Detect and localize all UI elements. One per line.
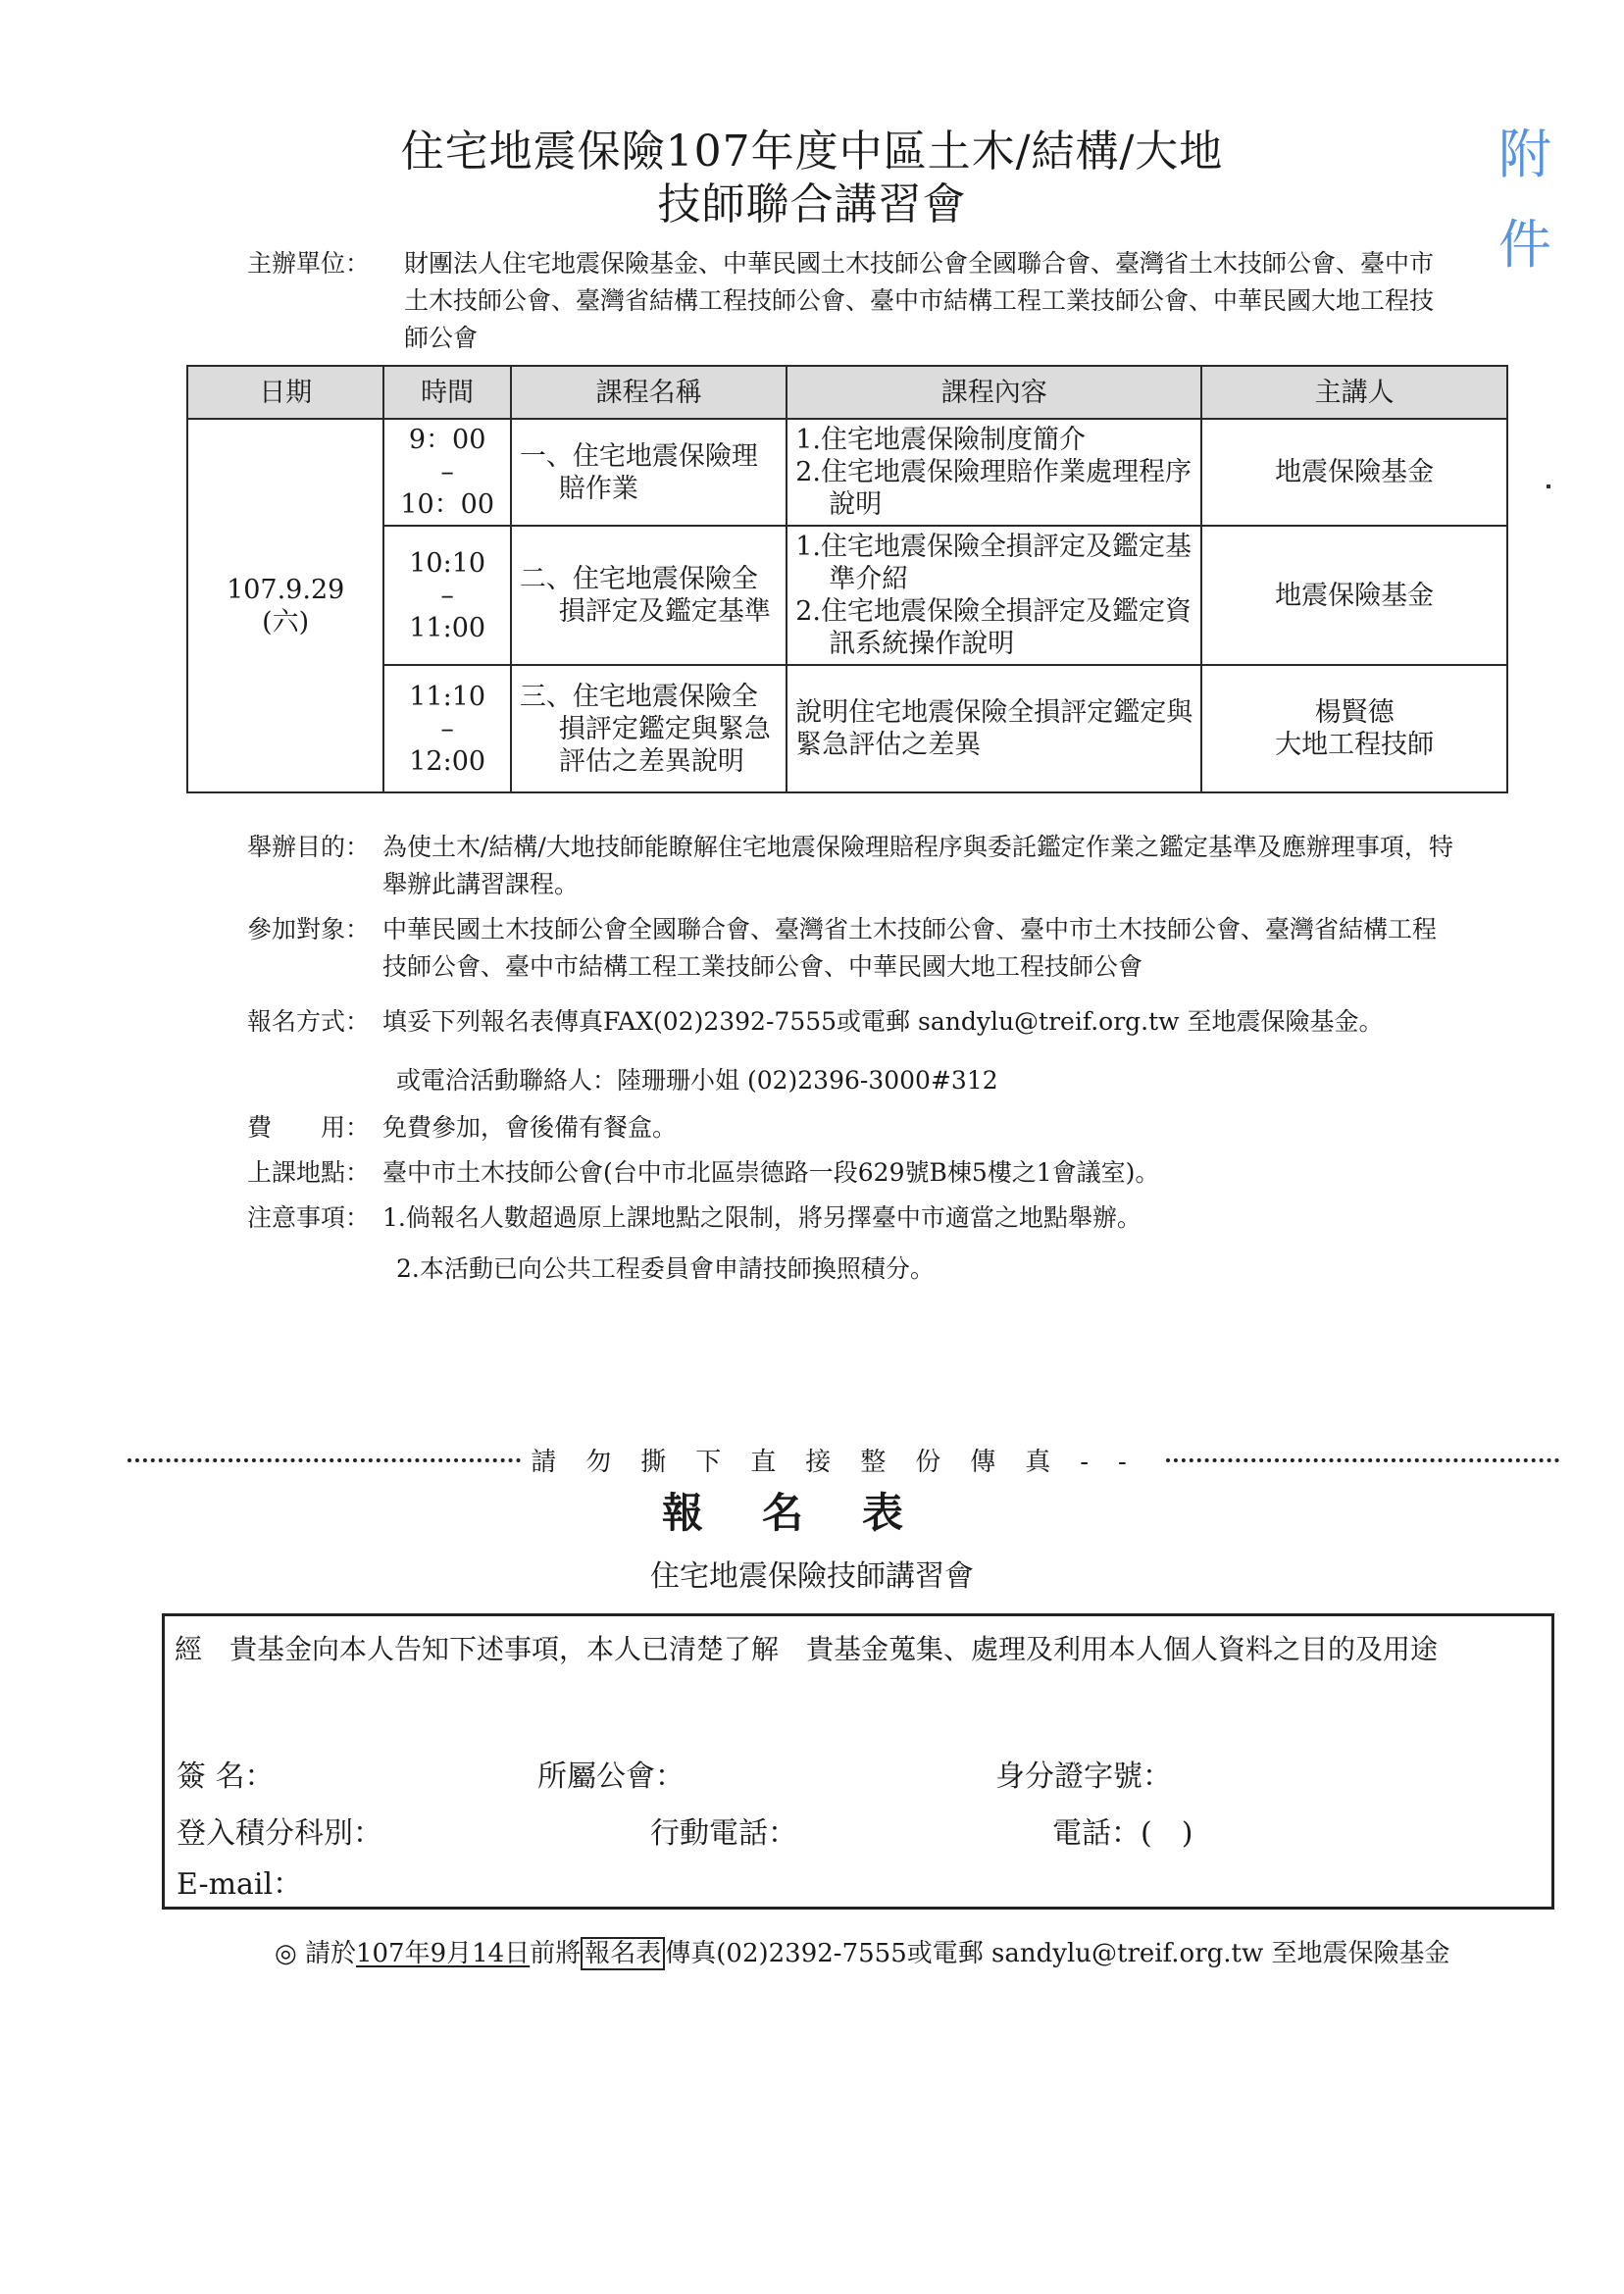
organizers-text: 財團法人住宅地震保險基金、中華民國土木技師公會全國聯合會、臺灣省土木技師公會、臺中市土木技師公會、臺灣省結構工程技師公會、臺中市結構工程工業技師公會、中華民國大地工程技師公會 bbox=[404, 249, 1435, 352]
handwritten-attachment-mark: 附件 bbox=[1498, 124, 1551, 276]
registration-contact: 或電洽活動聯絡人：陸珊珊小姐 (02)2396-3000#312 bbox=[396, 1066, 998, 1095]
header-course-name: 課程名稱 bbox=[511, 366, 787, 419]
speaker-name: 地震保險基金 bbox=[1275, 457, 1435, 487]
course-content-cell bbox=[787, 419, 1201, 526]
document-title bbox=[0, 126, 1624, 231]
dotted-divider bbox=[1166, 1458, 1559, 1462]
organizers bbox=[247, 245, 1444, 357]
organizers-label: 主辦單位： bbox=[247, 249, 371, 278]
tear-instruction: 請勿撕下直接整份傳真-- bbox=[531, 1448, 1156, 1477]
email-field[interactable]: E-mail： bbox=[177, 1867, 303, 1902]
course-name-cell bbox=[511, 665, 787, 792]
info-purpose bbox=[247, 829, 1453, 903]
info-fee bbox=[247, 1109, 1453, 1147]
deadline-date: 107年9月14日 bbox=[355, 1939, 531, 1968]
id-number-field[interactable]: 身分證字號： bbox=[995, 1759, 1172, 1794]
info-registration bbox=[247, 1003, 1453, 1099]
header-speaker: 主講人 bbox=[1201, 366, 1507, 419]
date-value: 107.9.29 bbox=[227, 574, 345, 605]
table-row bbox=[187, 419, 1507, 526]
content-item: 2.住宅地震保險全損評定及鑑定資訊系統操作說明 bbox=[795, 596, 1193, 659]
form-title: 報名表 bbox=[661, 1489, 962, 1537]
time-start: 11:10 bbox=[409, 681, 486, 712]
time-end: 10：00 bbox=[400, 489, 494, 520]
time-separator: – bbox=[440, 580, 454, 611]
time-cell bbox=[383, 419, 511, 526]
audience-label: 參加對象： bbox=[247, 915, 371, 943]
session-date bbox=[187, 419, 383, 792]
speaker-cell bbox=[1201, 665, 1507, 792]
schedule-table bbox=[186, 365, 1508, 793]
time-separator: – bbox=[440, 713, 454, 744]
time-start: 10:10 bbox=[409, 547, 486, 579]
course-name: 三、住宅地震保險全損評定鑑定與緊急評估之差異說明 bbox=[519, 681, 771, 777]
double-circle-icon: ◎ bbox=[275, 1939, 297, 1968]
course-content-cell bbox=[787, 665, 1201, 792]
course-name: 一、住宅地震保險理賠作業 bbox=[519, 440, 758, 504]
header-course-content: 課程內容 bbox=[787, 366, 1201, 419]
speaker-cell bbox=[1201, 526, 1507, 665]
table-row bbox=[187, 526, 1507, 665]
registration-form bbox=[162, 1613, 1554, 1910]
speaker-title: 大地工程技師 bbox=[1275, 730, 1435, 760]
info-audience bbox=[247, 911, 1453, 986]
mobile-phone-field[interactable]: 行動電話： bbox=[650, 1816, 797, 1851]
purpose-text: 為使土木/結構/大地技師能瞭解住宅地震保險理賠程序與委託鑑定作業之鑑定基準及應辦理事項，特舉辦此講習課程。 bbox=[382, 833, 1453, 898]
content-item: 1.住宅地震保險制度簡介 bbox=[795, 425, 1087, 455]
header-date: 日期 bbox=[187, 366, 383, 419]
note-prefix: 請於 bbox=[304, 1939, 356, 1968]
credit-category-field[interactable]: 登入積分科別： bbox=[177, 1816, 382, 1851]
submission-note bbox=[275, 1920, 1491, 1987]
signature-field[interactable]: 簽 名： bbox=[177, 1759, 275, 1794]
phone-field[interactable]: 電話：( ) bbox=[1052, 1816, 1193, 1851]
content-item: 1.住宅地震保險全損評定及鑑定基準介紹 bbox=[795, 532, 1193, 594]
info-venue bbox=[247, 1154, 1453, 1192]
registration-label: 報名方式： bbox=[247, 1007, 371, 1036]
time-cell bbox=[383, 665, 511, 792]
course-name: 二、住宅地震保險全損評定及鑑定基準 bbox=[519, 564, 771, 627]
boxed-form-name: 報名表 bbox=[581, 1937, 665, 1970]
course-name-cell bbox=[511, 526, 787, 665]
speaker-name: 地震保險基金 bbox=[1275, 580, 1435, 611]
venue-text: 臺中市土木技師公會(台中市北區崇德路一段629號B棟5樓之1會議室)。 bbox=[382, 1158, 1160, 1187]
speaker-cell bbox=[1201, 419, 1507, 526]
time-cell bbox=[383, 526, 511, 665]
course-name-cell bbox=[511, 419, 787, 526]
association-field[interactable]: 所屬公會： bbox=[537, 1759, 685, 1794]
time-start: 9：00 bbox=[408, 425, 486, 455]
audience-text: 中華民國土木技師公會全國聯合會、臺灣省土木技師公會、臺中市土木技師公會、臺灣省結構工程技師公會、臺中市結構工程工業技師公會、中華民國大地工程技師公會 bbox=[382, 915, 1438, 981]
tear-line bbox=[127, 1442, 1559, 1478]
notes-item: 1.倘報名人數超過原上課地點之限制，將另擇臺中市適當之地點舉辦。 bbox=[382, 1203, 1142, 1232]
purpose-label: 舉辦目的： bbox=[247, 833, 371, 861]
event-info bbox=[247, 829, 1453, 1296]
fee-label: 費 用： bbox=[247, 1113, 371, 1142]
dotted-divider bbox=[127, 1458, 521, 1462]
speaker-name: 楊賢德 bbox=[1314, 697, 1395, 728]
form-subtitle: 住宅地震保險技師講習會 bbox=[650, 1559, 974, 1594]
title-line-1: 住宅地震保險107年度中區土木/結構/大地 bbox=[400, 127, 1224, 177]
header-time: 時間 bbox=[383, 366, 511, 419]
info-notes bbox=[247, 1199, 1453, 1288]
privacy-consent-text: 經 貴基金向本人告知下述事項，本人已清楚了解 貴基金蒐集、處理及利用本人個人資料之目的及用途 bbox=[175, 1633, 1439, 1665]
content-item: 2.住宅地震保險理賠作業處理程序說明 bbox=[795, 457, 1193, 520]
fee-text: 免費參加，會後備有餐盒。 bbox=[382, 1113, 678, 1142]
schedule-header-row bbox=[187, 366, 1507, 419]
notes-label: 注意事項： bbox=[247, 1203, 371, 1232]
content-item: 說明住宅地震保險全損評定鑑定與緊急評估之差異 bbox=[795, 697, 1193, 760]
weekday-value: (六) bbox=[262, 606, 310, 637]
table-row bbox=[187, 665, 1507, 792]
venue-label: 上課地點： bbox=[247, 1158, 371, 1187]
course-content-cell bbox=[787, 526, 1201, 665]
title-line-2: 技師聯合講習會 bbox=[657, 179, 967, 229]
notes-item: 2.本活動已向公共工程委員會申請技師換照積分。 bbox=[396, 1254, 935, 1283]
registration-text: 填妥下列報名表傳真FAX(02)2392-7555或電郵 sandylu@treif.org.tw 至地震保險基金。 bbox=[382, 1007, 1384, 1036]
scan-speck bbox=[1547, 484, 1550, 488]
time-end: 12:00 bbox=[409, 745, 486, 777]
time-end: 11:00 bbox=[409, 612, 486, 643]
note-middle: 前將 bbox=[530, 1939, 582, 1968]
time-separator: – bbox=[440, 457, 454, 487]
note-suffix: 傳真(02)2392-7555或電郵 sandylu@treif.org.tw 至地震保險基金 bbox=[665, 1939, 1450, 1968]
